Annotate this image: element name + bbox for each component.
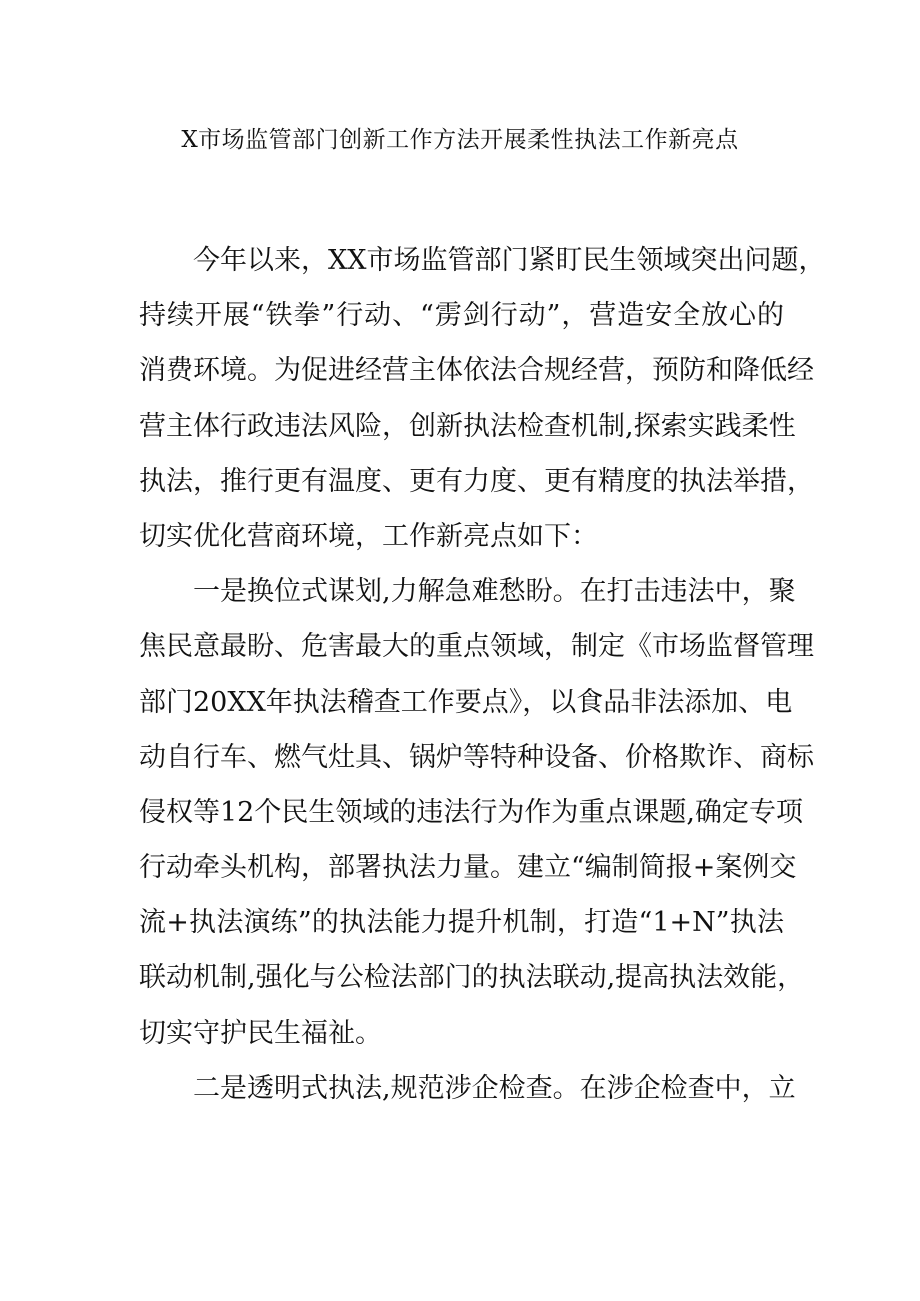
- document-title: X市场监管部门创新工作方法开展柔性执法工作新亮点: [181, 127, 739, 153]
- paragraph-2-line-1: 一是换位式谋划,力解急难愁盼。在打击违法中，聚: [193, 576, 796, 608]
- paragraph-2-line-2: 焦民意最盼、危害最大的重点领域，制定《市场监督管理: [139, 631, 814, 663]
- paragraph-2-line-4: 动自行车、燃气灶具、锅炉等特种设备、价格欺诈、商标: [139, 741, 814, 773]
- paragraph-2-line-6: 行动牵头机构，部署执法力量。建立“编制简报+案例交: [139, 852, 797, 884]
- paragraph-2-line-7: 流+执法演练”的执法能力提升机制，打造“1+N”执法: [139, 907, 784, 939]
- paragraph-1-line-6: 切实优化营商环境，工作新亮点如下：: [139, 520, 598, 552]
- paragraph-2-line-9: 切实守护民生福祉。: [139, 1017, 382, 1049]
- paragraph-2-line-3: 部门20XX年执法稽查工作要点》，以食品非法添加、电: [139, 686, 793, 718]
- paragraph-1-line-2: 持续开展“铁拳”行动、“雳剑行动”，营造安全放心的: [139, 300, 784, 332]
- paragraph-1-line-5: 执法，推行更有温度、更有力度、更有精度的执法举措，: [139, 465, 814, 497]
- paragraph-1-line-4: 营主体行政违法风险，创新执法检查机制,探索实践柔性: [139, 410, 796, 442]
- paragraph-1-line-1: 今年以来，XX市场监管部门紧盯民生领域突出问题，: [193, 245, 826, 276]
- paragraph-3-line-1: 二是透明式执法,规范涉企检查。在涉企检查中，立: [193, 1072, 796, 1104]
- paragraph-2-line-8: 联动机制,强化与公检法部门的执法联动,提高执法效能，: [139, 962, 805, 994]
- paragraph-2-line-5: 侵权等12个民生领域的违法行为作为重点课题,确定专项: [139, 796, 803, 828]
- paragraph-1-line-3: 消费环境。为促进经营主体依法合规经营，预防和降低经: [139, 355, 814, 387]
- document-body: [139, 233, 826, 1116]
